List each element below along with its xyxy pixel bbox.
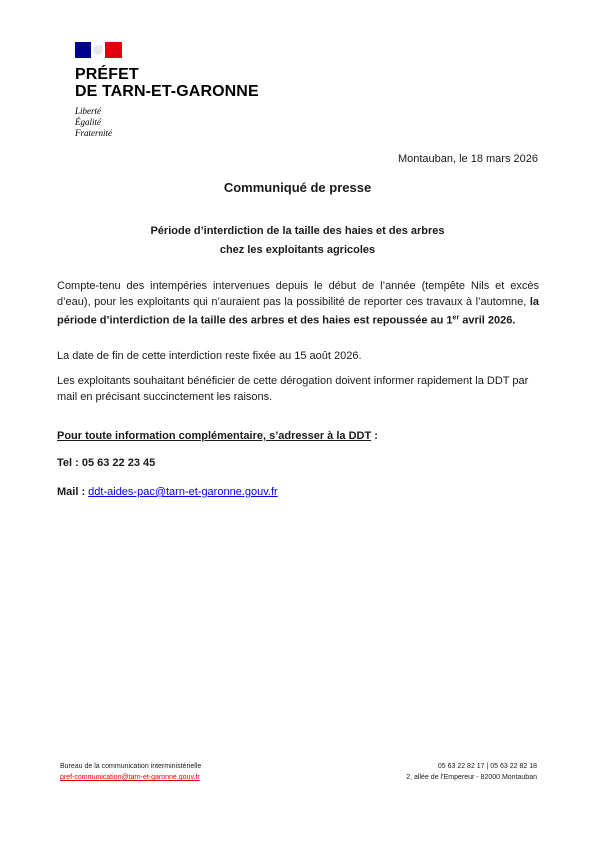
contact-phone: Tel : 05 63 22 23 45 (57, 457, 156, 469)
republic-motto: Liberté Égalité Fraternité (75, 106, 112, 138)
document-date: Montauban, le 18 mars 2026 (397, 153, 538, 165)
paragraph-3: Les exploitants souhaitant bénéficier de cette dérogation doivent informer rapidement la DDT par mail en précisant succinctement les raisons. (57, 375, 529, 403)
document-subtitle: Période d’interdiction de la taille des haies et des arbres chez les exploitants agricoles (150, 225, 445, 256)
footer-left: Bureau de la communication interministérielle pref-communication@tarn-et-garonne.gouv.fr (60, 763, 202, 781)
footer-email-link[interactable]: pref-communication@tarn-et-garonne.gouv.fr (60, 774, 200, 781)
french-flag-icon (75, 42, 122, 58)
paragraph-2: La date de fin de cette interdiction reste fixée au 15 août 2026. (57, 350, 362, 362)
republic-logo (75, 42, 259, 139)
footer-right: 05 63 22 82 17 | 05 63 22 82 18 2, allée de l’Empereur - 82000 Montauban (406, 763, 537, 781)
contact-mail: Mail : ddt-aides-pac@tarn-et-garonne.gouv.fr (57, 486, 278, 498)
paragraph-1: Compte-tenu des intempéries intervenues depuis le début de l’année (tempête Nils et excès d’eau), pour les exploitants qui n’auraient pas la possibilité de reporter ces travaux à l’automne, la période d’interdiction de la taille des arbres et des haies est repoussée au 1er avril 2026. (57, 280, 539, 327)
prefecture-name: PRÉFET DE TARN-ET-GARONNE (75, 66, 259, 100)
contact-mail-link[interactable]: ddt-aides-pac@tarn-et-garonne.gouv.fr (88, 486, 278, 498)
marianne-icon (93, 45, 103, 55)
document-title: Communiqué de presse (223, 180, 372, 195)
contact-info-heading: Pour toute information complémentaire, s’adresser à la DDT : (57, 430, 378, 442)
